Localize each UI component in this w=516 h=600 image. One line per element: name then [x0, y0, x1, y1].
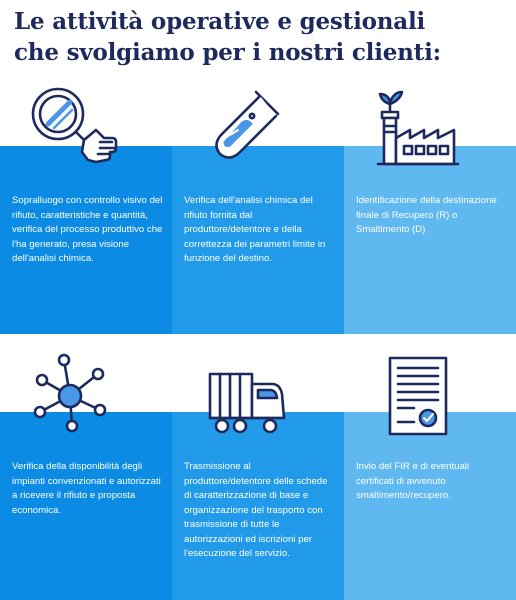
activities-row-2	[0, 412, 516, 600]
activity-text-1: Sopralluogo con controllo visivo del rifiuto, caratteristiche e quantità, verifica del processo produttivo che l'ha generato, presa visione dell'analisi chimica.	[12, 195, 163, 264]
truck-icon	[208, 370, 288, 436]
certificate-icon	[388, 356, 450, 436]
activity-text-3: Identificazione della destinazione finale di Recupero (R) o Smaltimento (D)	[356, 195, 497, 235]
activities-row-1	[0, 146, 516, 334]
magnifier-hand-icon	[30, 86, 126, 170]
activity-card-3	[344, 146, 516, 334]
activity-text-5: Trasmissione al produttore/detentore delle schede di caratterizzazione di base e organizzazione del trasporto con trasmissione di tutte le autorizzazioni ed iscrizioni per l'esecuzione del servizio.	[184, 461, 328, 559]
test-tube-icon	[204, 86, 284, 166]
activity-text-6: Invio del FIR e di eventuali certificati di avvenuto smaltimento/recupero.	[356, 461, 470, 501]
activity-card-6	[344, 412, 516, 600]
title-line-2: che svolgiamo per i nostri clienti:	[14, 39, 441, 66]
network-icon	[30, 350, 110, 434]
activity-card-5	[172, 412, 344, 600]
title-line-1: Le attività operative e gestionali	[14, 8, 426, 35]
activity-text-2: Verifica dell'analisi chimica del rifiuto fornita dal produttore/detentore e della correttezza dei parametri limite in funzione del destino.	[184, 195, 326, 264]
activity-card-4	[0, 412, 172, 600]
page-title	[14, 6, 514, 68]
activity-text-4: Verifica della disponibilità degli impianti convenzionati e autorizzati a ricevere il rifiuto e proposta economica.	[12, 461, 161, 516]
activity-card-2	[172, 146, 344, 334]
factory-icon	[376, 90, 460, 170]
activity-card-1	[0, 146, 172, 334]
